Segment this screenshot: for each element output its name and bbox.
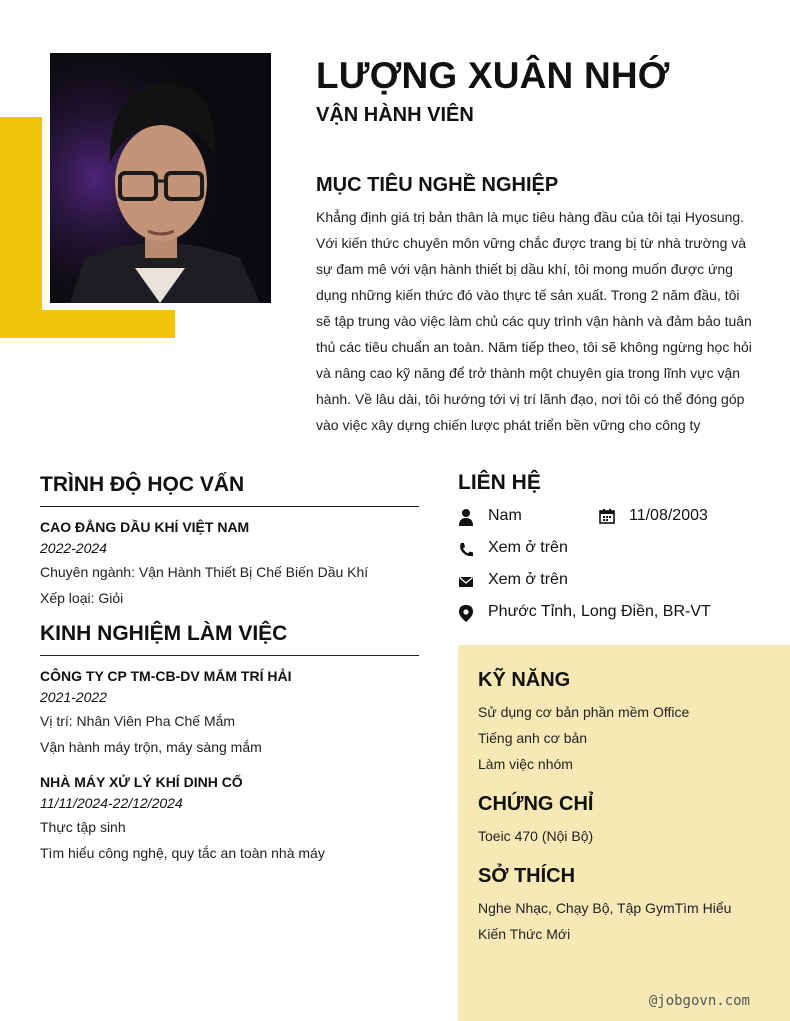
gender-value: Nam [488,507,522,524]
education-entry [40,517,419,611]
job-detail: Vị trí: Nhân Viên Pha Chế Mắm [40,713,236,729]
education-major: Chuyên ngành: Vận Hành Thiết Bị Chế Biến Dầu Khí [40,564,369,580]
experience-heading: KINH NGHIỆM LÀM VIỆC [40,621,419,656]
skill-item: Tiếng anh cơ bản [478,730,588,746]
career-objective-section [316,172,756,438]
left-column [40,472,419,866]
company-name: CÔNG TY CP TM-CB-DV MẮM TRÍ HẢI [40,668,292,684]
hobbies-text: Kiến Thức Mới [478,926,571,942]
hobbies-text: Nghe Nhạc, Chạy Bộ, Tập GymTìm Hiểu [478,900,732,916]
address-value: Phước Tỉnh, Long Điền, BR-VT [488,603,711,620]
side-panel-content [478,667,778,961]
email-value: Xem ở trên [488,571,568,588]
education-heading: TRÌNH ĐỘ HỌC VẤN [40,472,419,507]
person-icon [458,508,474,526]
job-detail: Tìm hiểu công nghệ, quy tắc an toàn nhà máy [40,845,325,861]
job-title: VẬN HÀNH VIÊN [316,104,474,126]
contact-heading: LIÊN HỆ [458,471,541,494]
phone-value: Xem ở trên [488,539,568,556]
skill-item: Làm việc nhóm [478,756,573,772]
skills-heading: KỸ NĂNG [478,669,571,691]
contact-section [458,470,758,632]
candidate-name: LƯỢNG XUÂN NHỚ [316,55,670,96]
date-of-birth-value: 11/08/2003 [629,507,708,524]
contact-row-email [458,568,758,600]
decor-yellow-vertical-bar [0,117,42,338]
certificate-item: Toeic 470 (Nội Bộ) [478,828,594,844]
experience-entry [40,772,419,866]
hobbies-heading: SỞ THÍCH [478,865,576,887]
contact-row-gender-dob [458,504,758,536]
skills-section [478,667,778,777]
hobbies-section [478,863,778,947]
mail-icon [458,572,474,590]
certificates-heading: CHỨNG CHỈ [478,793,594,815]
education-period: 2022-2024 [40,540,107,556]
job-period: 2021-2022 [40,689,107,705]
objective-heading: MỤC TIÊU NGHỀ NGHIỆP [316,174,559,196]
profile-photo [50,53,271,303]
watermark: @jobgovn.com [648,993,750,1009]
job-detail: Thực tập sinh [40,819,126,835]
school-name: CAO ĐẲNG DẦU KHÍ VIỆT NAM [40,519,250,535]
skill-item: Sử dụng cơ bản phần mềm Office [478,704,690,720]
job-period: 11/11/2024-22/12/2024 [40,795,183,811]
objective-text: Khẳng định giá trị bản thân là mục tiêu hàng đầu của tôi tại Hyosung. Với kiến thức chuyên môn vững chắc được trang bị từ nhà trường và sự đam mê với vận hành thiết bị dầu khí, tôi mong muốn được ứng dụng những kiến thức đó vào thực tế sản xuất. Trong 2 năm đầu, tôi sẽ tập trung vào việc làm chủ các quy trình vận hành và đảm bảo tuân thủ các tiêu chuẩn an toàn. Năm tiếp theo, tôi sẽ không ngừng học hỏi và nâng cao kỹ năng để trở thành một chuyên gia trong lĩnh vực vận hành. Về lâu dài, tôi hướng tới vị trí lãnh đạo, nơi tôi có thể đóng góp vào việc xây dựng chiến lược phát triển bền vững cho công ty [316,209,752,433]
contact-row-address [458,600,758,632]
company-name: NHÀ MÁY XỬ LÝ KHÍ DINH CỐ [40,774,243,790]
certificates-section [478,791,778,849]
location-pin-icon [458,604,474,622]
calendar-icon [599,508,615,524]
decor-yellow-horizontal-bar [0,310,175,338]
phone-icon [458,540,474,558]
contact-row-phone [458,536,758,568]
job-detail: Vận hành máy trộn, máy sàng mắm [40,739,262,755]
side-panel [458,645,790,1021]
experience-entry [40,666,419,760]
education-grade: Xếp loại: Giỏi [40,590,124,606]
